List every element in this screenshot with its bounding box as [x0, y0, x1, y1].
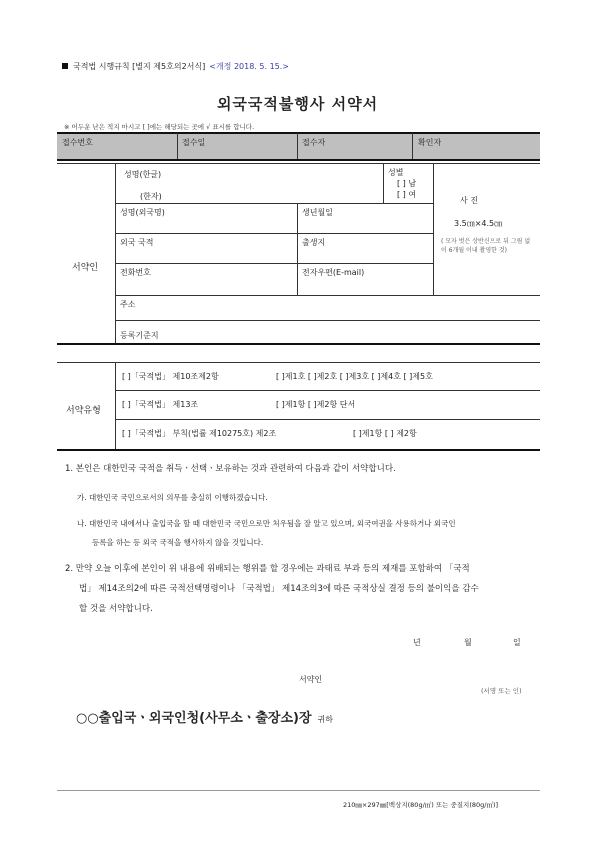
pledge-paragraph-2-line1: 2. 만약 오늘 이후에 본인이 위 내용에 위배되는 행위를 할 경우에는 과태료 부과 등의 제재를 포함하여 「국적 — [65, 564, 470, 574]
name-foreign-label[interactable]: 성명(외국명) — [120, 208, 165, 217]
divider — [433, 163, 434, 295]
gender-label: 성별 — [388, 168, 404, 177]
divider — [115, 295, 540, 296]
divider — [115, 390, 540, 391]
form-note: ※ 어두운 난은 적지 마시고 [ ]에는 해당되는 곳에 √ 표시를 합니다. — [64, 123, 255, 131]
divider — [115, 233, 433, 234]
divider — [115, 362, 116, 449]
revision-date: <개정 2018. 5. 15.> — [209, 62, 289, 71]
divider — [115, 203, 433, 204]
photo-label: 사 진 — [460, 196, 478, 205]
gender-female-checkbox[interactable]: [ ] 여 — [397, 190, 417, 199]
receipt-number-label: 접수번호 — [62, 138, 93, 147]
foreign-nationality-label[interactable]: 외국 국적 — [120, 238, 154, 247]
pledge-paragraph-2-line2: 법」 제14조의2에 따른 국적선택명령이나 「국적법」 제14조의3에 따른 국적상실 결정 등의 불이익을 감수 — [79, 584, 479, 594]
page-title: 외국국적불행사 서약서 — [216, 95, 379, 113]
divider — [57, 343, 540, 345]
pledge-type-row3-options[interactable]: [ ]제1항 [ ] 제2항 — [353, 429, 417, 438]
recipient-honorific: 귀하 — [317, 715, 333, 724]
divider — [115, 320, 540, 321]
pledge-type-row3-law[interactable]: [ ]「국적법」 부칙(법률 제10275호) 제2조 — [122, 429, 277, 438]
receipt-date-label: 접수일 — [182, 138, 206, 147]
recipient-line — [76, 707, 333, 726]
pledger-section-label: 서약인 — [72, 263, 99, 273]
divider — [383, 163, 384, 203]
divider — [412, 133, 413, 159]
divider — [297, 203, 298, 295]
recipient-office: ○○출입국ㆍ외국인청(사무소ㆍ출장소)장 — [76, 711, 312, 726]
photo-note: ( 모자 벗은 상반신으로 뒤 그림 없이 6개월 이내 촬영한 것) — [441, 238, 531, 254]
pledge-type-section-label: 서약유형 — [66, 406, 101, 416]
signature-note: (서명 또는 인) — [481, 687, 522, 695]
paper-spec: 210㎜×297㎜[백상지(80g/㎡) 또는 중질지(80g/㎡)] — [343, 801, 499, 809]
divider — [297, 133, 298, 159]
law-reference-text: 국적법 시행규칙 [별지 제5호의2서식] — [73, 62, 206, 71]
date-month-label[interactable]: 월 — [464, 638, 472, 647]
divider — [177, 133, 178, 159]
pledge-type-row2-options[interactable]: [ ]제1항 [ ]제2항 단서 — [276, 400, 356, 409]
pledge-paragraph-1a: 가. 대한민국 국민으로서의 의무를 충실히 이행하겠습니다. — [77, 493, 268, 502]
divider — [115, 163, 116, 343]
pledge-type-row1-law[interactable]: [ ]「국적법」 제10조제2항 — [122, 372, 219, 381]
footer-divider — [57, 790, 540, 791]
phone-label[interactable]: 전화번호 — [120, 268, 151, 277]
receipt-shade — [57, 133, 540, 159]
pledge-type-row2-law[interactable]: [ ]「국적법」 제13조 — [122, 400, 199, 409]
pledge-paragraph-2-line3: 할 것을 서약합니다. — [79, 604, 153, 614]
divider — [115, 263, 433, 264]
receiver-label: 접수자 — [302, 138, 326, 147]
pledge-paragraph-1b-line2: 등록을 하는 등 외국 국적을 행사하지 않을 것입니다. — [92, 538, 264, 547]
pledge-type-row1-options[interactable]: [ ]제1호 [ ]제2호 [ ]제3호 [ ]제4호 [ ]제5호 — [276, 372, 433, 381]
law-reference — [62, 61, 289, 72]
birthplace-label[interactable]: 출생지 — [302, 238, 326, 247]
table-top-border — [57, 132, 540, 134]
gender-male-checkbox[interactable]: [ ] 남 — [397, 179, 417, 188]
pledger-signature-label[interactable]: 서약인 — [299, 675, 323, 684]
divider — [57, 362, 540, 363]
square-bullet-icon — [62, 63, 68, 69]
email-label[interactable]: 전자우편(E-mail) — [302, 268, 365, 277]
confirmer-label: 확인자 — [418, 138, 442, 147]
pledge-paragraph-1: 1. 본인은 대한민국 국적을 취득ㆍ선택ㆍ보유하는 것과 관련하여 다음과 같이 서약합니다. — [65, 464, 396, 474]
pledge-paragraph-1b-line1: 나. 대한민국 내에서나 출입국을 할 때 대한민국 국민으로만 처우됨을 잘 알고 있으며, 외국여권을 사용하거나 외국인 — [77, 519, 456, 528]
name-korean-label[interactable]: 성명(한글) — [124, 170, 162, 179]
photo-size: 3.5㎝×4.5㎝ — [454, 219, 503, 228]
divider — [115, 419, 540, 420]
date-day-label[interactable]: 일 — [513, 638, 521, 647]
divider — [57, 159, 540, 161]
divider — [57, 163, 540, 164]
address-label[interactable]: 주소 — [120, 300, 136, 309]
table-bottom-border — [57, 449, 540, 451]
registered-domicile-label[interactable]: 등록기준지 — [120, 331, 159, 340]
birth-date-label[interactable]: 생년월일 — [302, 208, 333, 217]
name-hanja-label[interactable]: (한자) — [140, 192, 162, 201]
date-year-label[interactable]: 년 — [413, 638, 421, 647]
